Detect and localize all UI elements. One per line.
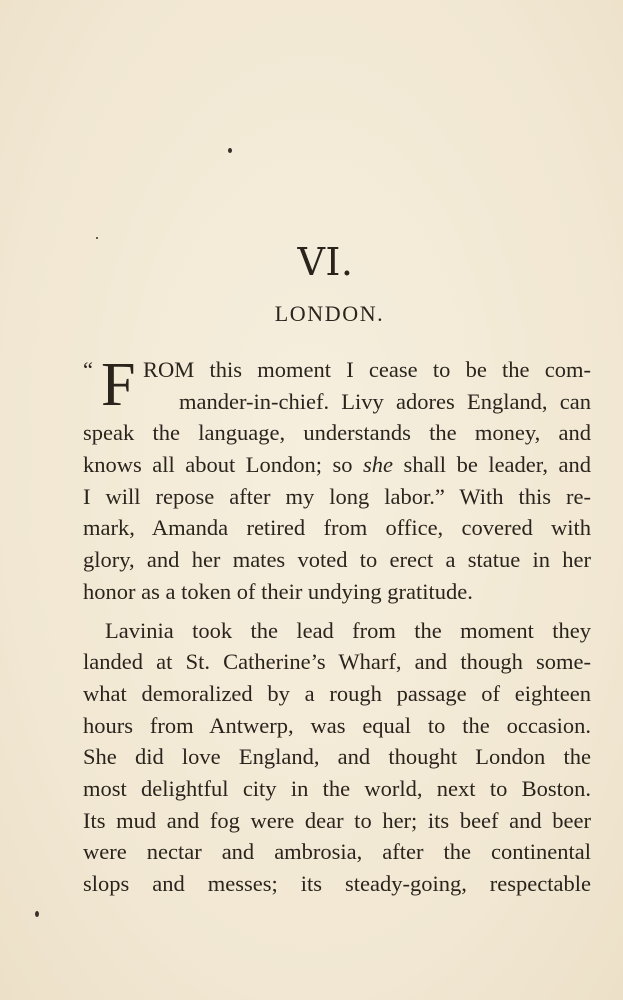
chapter-title: LONDON.: [274, 301, 385, 326]
text-line: were nectar and ambrosia, after the continental: [83, 839, 591, 865]
text-line: She did love England, and thought London the: [83, 744, 591, 770]
text-line: Lavinia took the lead from the moment they: [105, 617, 591, 643]
body-text: [83, 351, 591, 900]
chapter-number: VI.: [297, 240, 354, 284]
ink-speck: [35, 911, 39, 917]
text-line-content: ROM this moment I cease to be the com-: [143, 357, 591, 382]
text-line: [83, 449, 591, 481]
text-line: Its mud and fog were dear to her; its beef and beer: [83, 807, 591, 833]
text-line: landed at St. Catherine’s Wharf, and though some-: [83, 649, 591, 675]
ink-speck: [96, 237, 98, 239]
text-line: I will repose after my long labor.” With this re-: [83, 483, 591, 509]
text-line: slops and messes; its steady-going, respectable: [83, 871, 591, 896]
text-line: most delightful city in the world, next to Boston.: [83, 775, 591, 801]
drop-cap: F: [101, 351, 136, 419]
text-line: speak the language, understands the money, and: [83, 420, 591, 446]
ink-speck: [228, 148, 232, 153]
text-line: glory, and her mates voted to erect a statue in her: [83, 547, 591, 573]
emphasis-word: she: [363, 452, 394, 478]
text-segment: shall be leader, and: [393, 452, 591, 478]
text-line: what demoralized by a rough passage of eighteen: [83, 680, 591, 706]
text-line: hours from Antwerp, was equal to the occasion.: [83, 712, 591, 738]
text-line: honor as a token of their undying gratitude.: [83, 578, 473, 604]
text-segment: knows all about London; so: [83, 452, 364, 478]
text-line: mark, Amanda retired from office, covered with: [83, 515, 591, 541]
opening-quote: “: [83, 357, 93, 382]
text-line: mander-in-chief. Livy adores England, can: [179, 388, 591, 414]
